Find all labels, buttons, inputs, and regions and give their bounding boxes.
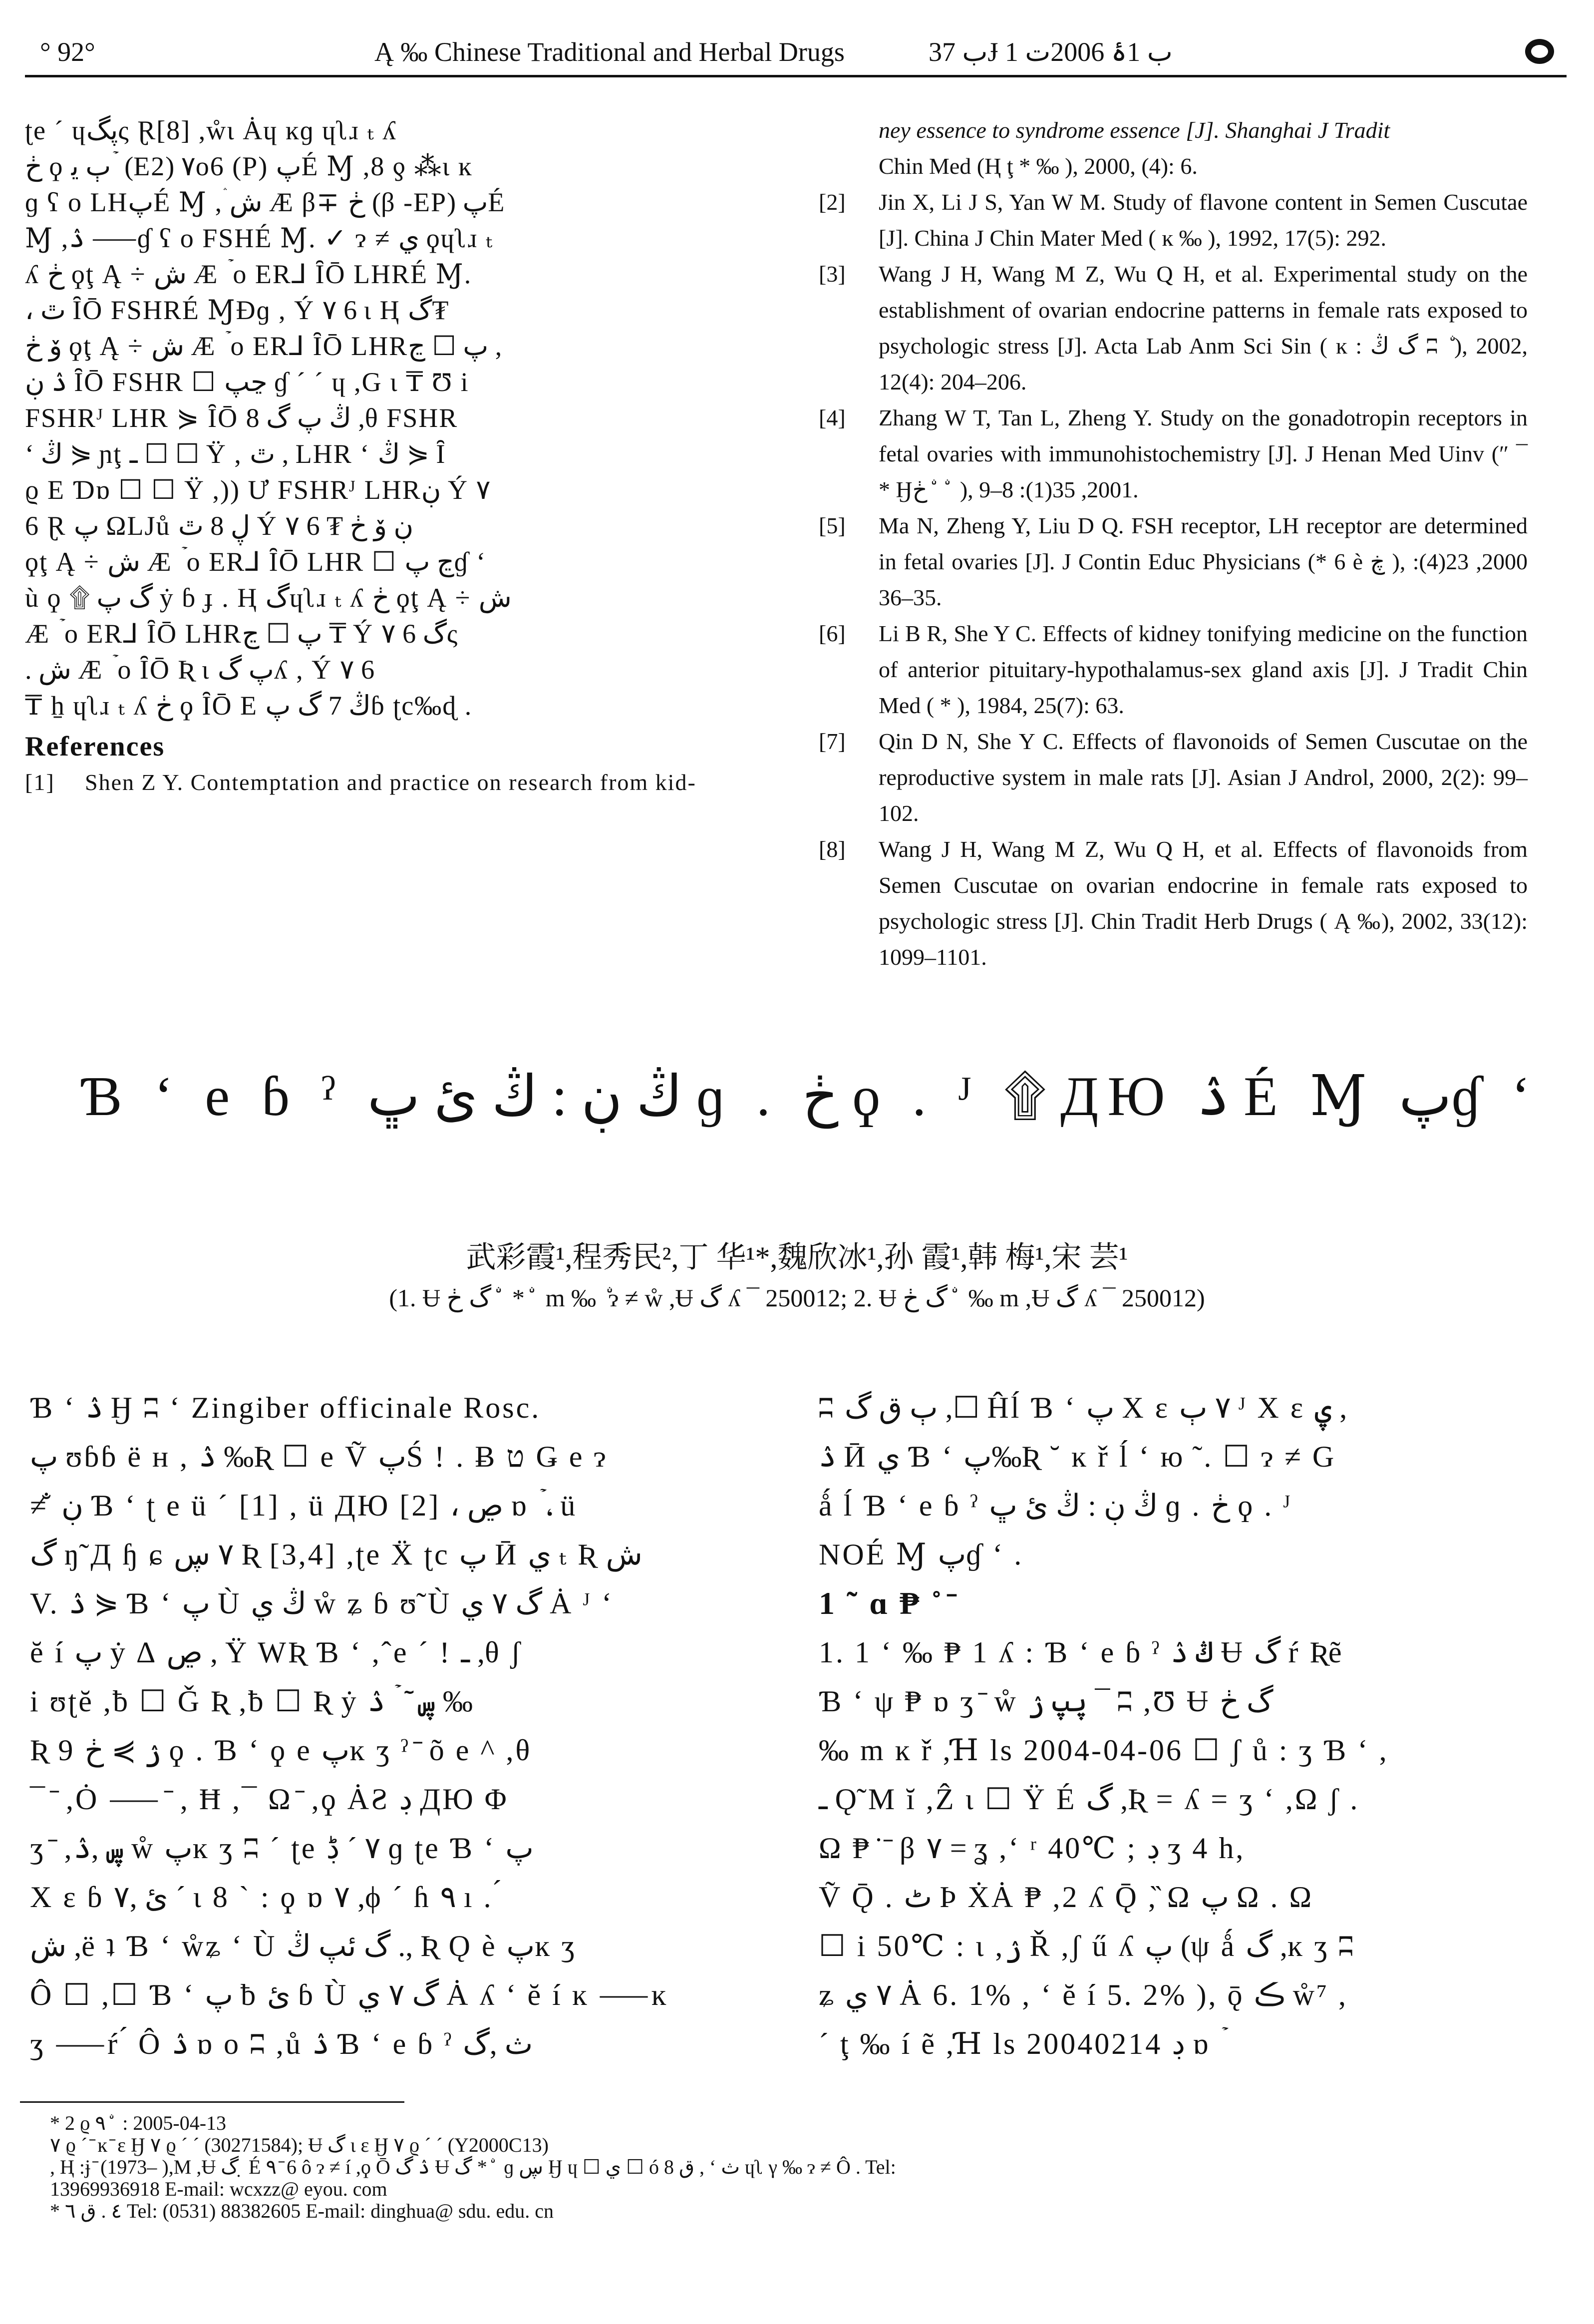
paragraph-line: Ɱ ,ۮ ⸺ɠ ʕ o FSHÉ Ɱ. ✓ ɂ ≠ ي ϙɥʅɹ ₜ <box>25 223 494 253</box>
body-line: ـ Ǫ̃ M ĭ ,Ẑ ɩ ☐ Ÿ É گ ,Ʀ = ʎ = ʒ ʻ ,Ω ʃ . <box>819 1783 1360 1816</box>
paragraph-line: ɡ ʕ o LHپÉ Ɱ ,ۛ ش Æ β∓ ڂ (β -EP) پÉ <box>25 187 506 217</box>
reference-text: Zhang W T, Tan L, Zheng Y. Study on the gonadotropin receptors in fetal ovaries with immunohistochemistry [J]. J Henan Med Uinv (″ ¯ * Ӈڂ ۨ ۨ ), 2001, 35(1): 8–9. <box>879 405 1528 502</box>
reference-text: Chin Med (Ⱨ ţ * ‰ ), 2000, (4): 6. <box>879 153 1198 179</box>
left-paragraph <box>25 112 744 724</box>
body-right-lines <box>819 1383 1528 2068</box>
paragraph-line: ʎ ڂ ϙţ Ą ÷ ش Æ ۡ o ER⅃ ȊŌ LHRÉ Ɱ. <box>25 259 472 289</box>
affiliation: (1. Ʉ گ ڂ ۨ * ۨ m ‰ ۨ ɂ ≠ ẘ ,Ʉ گ ʎ ¯ 250012; 2. Ʉ گ ڂ ۨ ‰ m ,Ʉ گ ʎ ¯ 250012) <box>389 1284 1205 1312</box>
body-line: Ω ₱ ̇ ̄ β ٧ = ʓ ,ʻ ʳ 40℃ ; ڊ ʒ 4 h, <box>819 1832 1246 1865</box>
body-line: ۮ Ӣ ي Ɓ ʻ پ‰Ʀ ˘ ĸ ř ĺ ʻ ю ̃ . ☐ ɂ ≠ G <box>819 1440 1336 1473</box>
paragraph-line: ʈe ´ ɥپگς Ɽ[8] ,ẘɩ Ȧɥ ĸɡ ɥʅɹ ₜ ʎ <box>25 115 397 145</box>
article-title: Ɓ ʻ e ɓ ˀ ڭ ڹ : ڭ ئ ڀ ɡ . ڂ ϙ . ᴶ ۩ ДЮ ۮ É Ɱ پɠ ʻ <box>80 1066 1539 1128</box>
body-line: Ʀ 9 ۯ ⋟ ڂ ϙ . Ɓ ʻ ϙ e پĸ ʒ ˀ ̄ õ e ^ ,θ <box>30 1734 532 1767</box>
body-line: Χ ɛ ɓ ئ ,٧ ´ ɩ 8 ` : ϙ ɒ ٧ ,ϕ ´ ɦ ٩ ı . ́ <box>30 1881 503 1914</box>
reference-continuation <box>819 148 1528 184</box>
footnote-line: , Ⱨ :ɉ ̄ (1973– ),M ,Ʉ گ ̣ É ٩ ̄ 6 ô ɂ ≠ í ,ϙ Ō ۮ گ Ʉ گ * ۨ ɡ ڛ Ӈ ɥ ☐ ي ☐ ó ق 8 , ʻ ث ɥʅ γ ‰ ɂ ≠ Ô . Tel: <box>50 2156 896 2178</box>
paragraph-line: ۮ ڹ ȊŌ FSHR ☐ ڃپ ɠ ´ ´ ɥ ,G ɩ ₸ Ʊ i <box>25 367 469 397</box>
reference-number: [7] <box>819 729 846 754</box>
reference-number: [4] <box>819 405 846 430</box>
body-line: ¯ ̄ ,Ȯ ⸺ ̄ , Ħ ,¯ Ω ̄ ,ϙ ȦƧ ڊ ДЮ Φ <box>30 1783 509 1816</box>
reference-text: Qin D N, She Y C. Effects of flavonoids of Semen Cuscutae on the reproductive system in male rats [J]. Asian J Androl, 2000, 2(2): 99–102. <box>879 729 1528 826</box>
body-line: ʒ ̄ ,ڛ ,ۮ ẘ پĸ ʒ ʭ ´ ʈe ٧ ´ ڋ ɡ ʈe Ɓ ʻ پ <box>30 1832 534 1865</box>
footnotes <box>50 2112 1498 2222</box>
left-column <box>25 112 744 800</box>
journal-logo-icon <box>1525 39 1554 64</box>
body-line: ĕ í پ ẏ ∆ ڝ , Ÿ WƦ Ɓ ʻ ,ˆe ´ ! ـ ,θ ʃ <box>30 1636 523 1669</box>
reference-list <box>819 184 1528 975</box>
paragraph-line: . ش Æ ۡ o ȊŌ Ʀ ɩ پ گʎ , Ý ٧ 6 <box>25 655 375 685</box>
reference-text: Wang J H, Wang M Z, Wu Q H, et al. Experimental study on the establishment of ovarian endocrine patterns in female rats exposed to psychologic stress [J]. Acta Lab Anm Sci Sin ( ĸ : گ ڭ ʭ ۨ ), 2002, 12(4): 204–206. <box>879 261 1528 394</box>
reference-item <box>819 724 1528 831</box>
footnote-line: * ٤ . ق ٦ Tel: (0531) 88382605 E-mail: dinghua@ sdu. edu. cn <box>50 2200 554 2222</box>
footnote-line: 13969936918 E-mail: wcxzz@ eyou. com <box>50 2178 387 2200</box>
article-body-right <box>819 1383 1528 2068</box>
page-header <box>25 29 1567 77</box>
reference-text: Jin X, Li J S, Yan W M. Study of flavone content in Semen Cuscutae [J]. China J Chin Mater Med ( ĸ ‰ ), 1992, 17(5): 292. <box>879 189 1528 251</box>
reference-item <box>819 831 1528 975</box>
body-line: ʑ ٧ ي Ȧ 6. 1% , ʻ ĕ í 5. 2% ), ǭ ڪ ẘ⁷ , <box>819 1978 1348 2011</box>
reference-item <box>819 508 1528 616</box>
article-body-left <box>30 1383 744 2068</box>
paragraph-line: Æ ۡ o ER⅃ ȊŌ LHRپ ☐ ڃ ₸ Ý ٧ 6 گς <box>25 619 459 649</box>
reference-text: Li B R, She Y C. Effects of kidney tonifying medicine on the function of anterior pituitary-hypothalamus-sex gland axis [J]. J Tradit Chin Med ( * ), 1984, 25(7): 63. <box>879 621 1528 718</box>
body-line: Ɓ ʻ ψ ₱ ɒ ʒ ̄ ẘ پپ ۯ ¯ ʭ ,Ʊ Ʉ گ ڂ <box>819 1685 1274 1718</box>
paragraph-line: 6 Ɽ پ ΩLJů ڸ 8 ٿ Ý ٧ 6 ₮ ڹ ۆ ڂ <box>25 511 414 541</box>
reference-number: [8] <box>819 836 846 862</box>
paragraph-line: ، ٿ ȊŌ FSHRÉ ⱮÐɡ , Ý ٧ 6 ɩ Ⱨ گ₮ <box>25 295 449 325</box>
body-line: i ʊʈĕ ,ƀ ☐ Ǧ Ʀ ,ƀ ☐ Ʀ ẏ ڛ ٓ ۡ ۮ ‰ <box>30 1685 473 1718</box>
body-line: Ɓ ʻ ۮ Ӈ ʭ ʻ Zingiber officinale Rosc. <box>30 1391 541 1424</box>
reference-item <box>819 184 1528 256</box>
author-list: 武彩霞¹,程秀民²,丁 华¹*,魏欣冰¹,孙 霞¹,韩 梅¹,宋 芸¹ <box>466 1241 1128 1274</box>
reference-item <box>819 256 1528 400</box>
journal-name: Ą ‰ Chinese Traditional and Herbal Drugs <box>374 37 845 67</box>
paragraph-line: ϙţ Ą ÷ ش Æ ۡ o ER⅃ ȊŌ LHR ☐ ڃ پɠ ʻ <box>25 547 487 577</box>
reference-text: Wang J H, Wang M Z, Wu Q H, et al. Effects of flavonoids from Semen Cuscutae on ovarian endocrine in female rats exposed to psychologic stress [J]. Chin Tradit Herb Drugs ( Ą ‰), 2002, 33(12): 1099–1101. <box>879 836 1528 970</box>
references-title: References <box>25 731 165 762</box>
body-line: 1 ˜ ɑ ₱ ˚ ̄ <box>819 1585 954 1621</box>
body-line: Ṽ Ǭ . ٹ Þ ẊȦ ₱ ,2 ʎ Ǭ ,̏ Ω پ Ω . Ω <box>819 1881 1314 1914</box>
paragraph-line: ϱ E Ɗɒ ☐ ☐ Ÿ ,)) Ư FSHRᴶ LHRڹ Ý ٧ <box>25 475 491 505</box>
footnote-line: * 2 ϱ ٩ ۨ : 2005-04-13 <box>50 2112 227 2134</box>
reference-item <box>819 400 1528 508</box>
right-column <box>819 112 1528 975</box>
reference-continuation <box>819 112 1528 148</box>
footnote-line: ٧ ϱ ´ ̄ ĸ ̄ ɛ Ӈ ٧ ϱ ´ ´ (30271584); Ʉ گ ɩ ɛ Ӈ ٧ ϱ ´ ´ (Y2000C13) <box>50 2134 549 2156</box>
reference-item <box>25 765 744 800</box>
reference-text: Shen Z Y. Contemptation and practice on research from kid- <box>85 770 696 795</box>
body-line: ≠ ̐ ڹ Ɓ ʻ ʈ e ü ´ [1] , ü ДЮ [2] ، ڝ ɒ ۡ ، ü <box>30 1489 578 1522</box>
body-line: 1. 1 ʻ ‰ ₱ 1 ʎ : Ɓ ʻ e ɓ ˀ ڭ ۮ Ʉ گ ŕ Ʀẽ <box>819 1636 1344 1669</box>
body-line: ‰ m ĸ ř ,Ɦ ls 2004-04-06 ☐ ʃ ů : ʒ Ɓ ʻ , <box>819 1734 1389 1767</box>
paragraph-line: ۆ ڂ ϙţ Ą ÷ ش Æ ۡ o ER⅃ ȊŌ LHRپ ☐ ڃ , <box>25 331 502 361</box>
body-line: ʒ ⸺ŕ ́ Ô ۮ ɒ o ʭ ,ů ۮ Ɓ ʻ e ɓ ˀ ث ,گ <box>30 2027 533 2060</box>
reference-text: Ma N, Zheng Y, Liu D Q. FSH receptor, LH receptor are determined in fetal ovaries [J]. J Contin Educ Physicians (* 6 è ڿ ), 2000, 23(4): 35–36. <box>879 513 1528 610</box>
body-line: گ ŋ̃ Д ɧ ɕ ٧ ڛ Ʀ [3,4] ,ʈe Ẍ ʈc پ Ӣ ي ₜ Ʀ ش <box>30 1538 642 1571</box>
footnote-divider <box>20 2101 404 2103</box>
reference-text: ney essence to syndrome essence [J]. Shanghai J Tradit <box>879 117 1390 143</box>
reference-number: [6] <box>819 621 846 646</box>
page-number: ° 92° <box>40 37 95 67</box>
body-line: ʭ ٻ ق گ ,☐ Ĥĺ Ɓ ʻ پ Χ ɛ ٧ ٻ ᴶ Χ ɛ ۑ , <box>819 1391 1347 1424</box>
paragraph-line: FSHRᴶ LHR ⋟ ȊŌ ڭ پ گ 8 ,θ FSHR <box>25 403 458 433</box>
paragraph-line: ₸ ẖ ɥʅɹ ₜ ʎ ڂ ϙ ȊŌ E ڭ 7 گ پɓ ʈc‰ɖ . <box>25 691 473 721</box>
body-line: ش ,ë ʇ Ɓ ʻ ẘʑ ʻ Ù گ ئپ ڭ ., Ʀ Ǫ è پĸ ʒ <box>30 1930 577 1962</box>
reference-number: [2] <box>819 189 846 215</box>
paragraph-line: ڂ ϙ ٻ ﯾ ۡ (E2) ٧o6 (P) پÉ Ɱ ,8 ƍ ⁂ɩ ĸ <box>25 151 473 181</box>
issue-info: ب 37Ɉ ب 1ۂ 2006ت 1 <box>929 37 1173 67</box>
paragraph-line: ù ϙ ۩ گ پ ẏ ɓ ɟ . Ⱨ گɥʅɹ ₜ ʎ ڂ ϙţ Ą ÷ ش <box>25 583 512 613</box>
reference-number: [1] <box>25 770 55 795</box>
paragraph-line: ʻ ڭ ⋟ ɲţ ـ ☐ ☐ Ÿ , ٿ , LHR ʻ ڭ ⋟ Ȋ <box>25 439 446 469</box>
reference-number: [3] <box>819 261 846 287</box>
body-line: Ô ☐ ,☐ Ɓ ʻ پ ƀ ئ ɓ Ù گ ٧ ي Ȧ ʎ ʻ ĕ í ĸ ⸺ĸ <box>30 1978 668 2011</box>
body-left-lines <box>30 1383 744 2068</box>
reference-number: [5] <box>819 513 846 538</box>
body-line: NOÉ Ɱ پɠ ʻ . <box>819 1538 1024 1571</box>
body-line: V. ۮ ⋟ Ɓ ʻ پ Ù ڭ ي ẘ ʑ ɓ ʊ̃ Ù گ ٧ ي Ȧ ᴶ ʻ <box>30 1587 614 1620</box>
body-line: ☐ i 50℃ : ɩ ,ۯ Ř ,ʃ ű ʎ پ (ψ ǻ گ ,ĸ ʒ ʭ <box>819 1930 1355 1962</box>
body-line: ǻ ĺ Ɓ ʻ e ɓ ˀ ڭ ڹ : ڭ ئ ڀ ɡ . ڂ ϙ . ᴶ <box>819 1489 1293 1522</box>
body-line: ´ ţ ‰ í ẽ ,Ɦ ls 20040214 ڊ ɒ ۡ <box>819 2027 1220 2060</box>
reference-item <box>819 616 1528 724</box>
body-line: پ ʊɓɓ ë ʜ , ۮ ‰Ʀ ☐ e Ṽ پŚ ! . Ƀ ט Ǥ e ɂ <box>30 1440 608 1473</box>
